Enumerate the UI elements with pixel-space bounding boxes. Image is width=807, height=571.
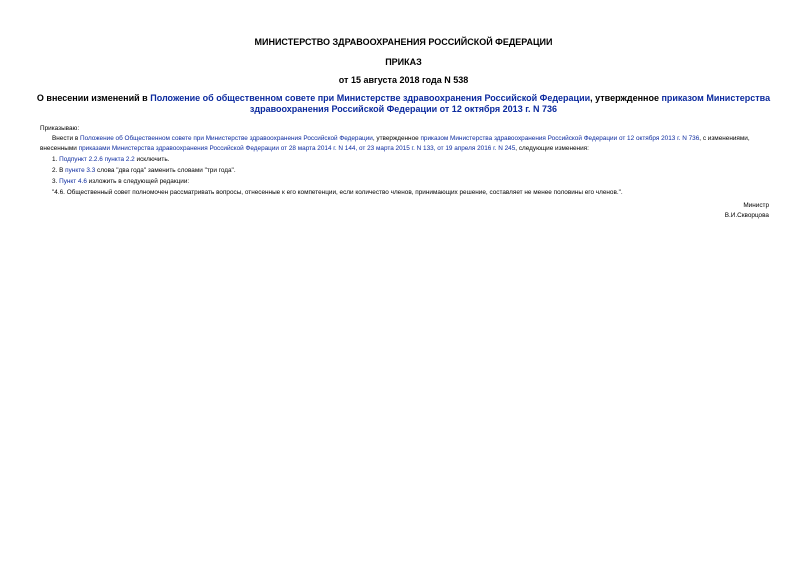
subject-link-regulation[interactable]: Положение об общественном совете при Министерстве здравоохранения Российской Федерации: [150, 93, 591, 103]
main-text-2: , утвержденное: [372, 135, 421, 142]
main-paragraph: [40, 134, 770, 154]
signatory-name: В.И.Скворцова: [724, 212, 769, 219]
signatory-title: Министр: [743, 202, 769, 209]
subject-heading: [30, 93, 777, 115]
main-link-order-2013[interactable]: приказом Министерства здравоохранения Российской Федерации от 12 октября 2013 г. N 736: [420, 135, 700, 142]
item2-text-2: слова "два года" заменить словами "три года".: [95, 167, 236, 174]
main-text-1: Внести в: [52, 135, 80, 142]
item1-text: исключить.: [134, 156, 170, 163]
item3-text: изложить в следующей редакции:: [86, 178, 190, 185]
document-type-heading: ПРИКАЗ: [385, 57, 422, 67]
list-item-3: [52, 177, 189, 187]
quoted-new-wording: "4.6. Общественный совет полномочен рассматривать вопросы, отнесенные к его компетенции, если количество членов, принимающих решение, составляет не менее половины его членов.".: [52, 189, 623, 196]
intro-text: Приказываю:: [40, 125, 80, 132]
item1-link[interactable]: Подпункт 2.2.6 пункта 2.2: [59, 156, 135, 163]
ministry-heading: МИНИСТЕРСТВО ЗДРАВООХРАНЕНИЯ РОССИЙСКОЙ ФЕДЕРАЦИИ: [254, 37, 553, 47]
main-link-amending-orders[interactable]: приказами Министерства здравоохранения Российской Федерации от 28 марта 2014 г. N 144, от 23 марта 2015 г. N 133, от 19 апреля 2016 г. N 245: [78, 145, 516, 152]
item3-link[interactable]: Пункт 4.6: [59, 178, 87, 185]
main-text-3: , с изменениями, внесенными: [40, 135, 750, 152]
subject-text-1: О внесении изменений в: [36, 93, 151, 103]
list-item-2: [52, 166, 236, 176]
list-item-1: [52, 155, 169, 165]
item2-text-1: 2. В: [52, 167, 66, 174]
item3-number: 3.: [52, 178, 60, 185]
main-link-regulation[interactable]: Положение об Общественном совете при Министерстве здравоохранения Российской Федерации: [79, 135, 373, 142]
date-number-heading: от 15 августа 2018 года N 538: [338, 75, 469, 85]
subject-text-2: , утвержденное: [590, 93, 662, 103]
item2-link[interactable]: пункте 3.3: [65, 167, 96, 174]
main-text-4: , следующие изменения:: [515, 145, 589, 152]
subject-link-order[interactable]: приказом Министерства здравоохранения Российской Федерации от 12 октября 2013 г. N 736: [249, 93, 771, 114]
item1-number: 1.: [52, 156, 60, 163]
